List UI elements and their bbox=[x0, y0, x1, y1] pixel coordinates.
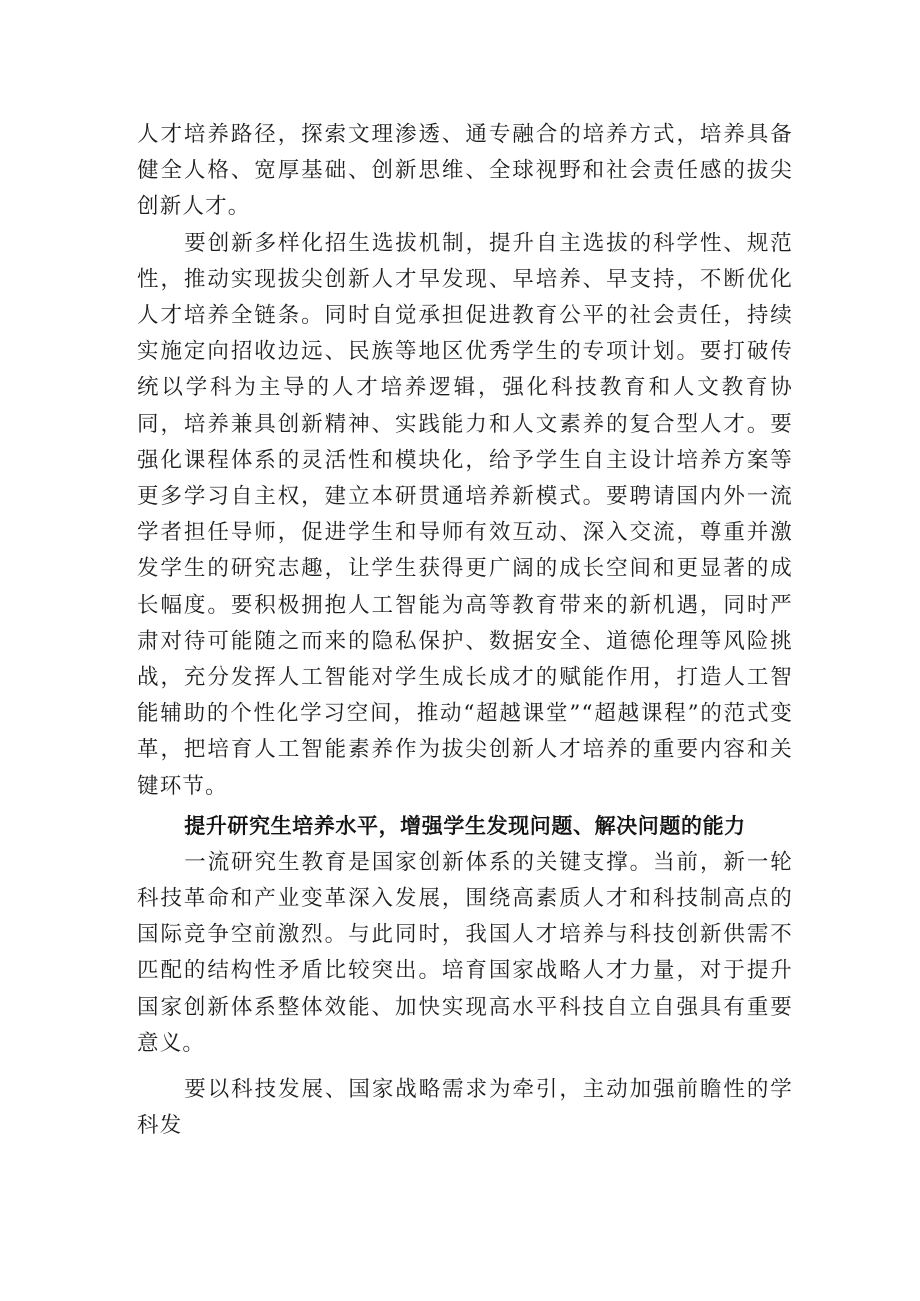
paragraph-admissions: 要创新多样化招生选拔机制，提升自主选拔的科学性、规范性，推动实现拔尖创新人才早发现、早培养、早支持，不断优化人才培养全链条。同时自觉承担促进教育公平的社会责任，持续实施定向招收边远、民族等地区优秀学生的专项计划。要打破传统以学科为主导的人才培养逻辑，强化科技教育和人文教育协同，培养兼具创新精神、实践能力和人文素养的复合型人才。要强化课程体系的灵活性和模块化，给予学生自主设计培养方案等更多学习自主权，建立本研贯通培养新模式。要聘请国内外一流学者担任导师，促进学生和导师有效互动、深入交流，尊重并激发学生的研究志趣，让学生获得更广阔的成长空间和更显著的成长幅度。要积极拥抱人工智能为高等教育带来的新机遇，同时严肃对待可能随之而来的隐私保护、数据安全、道德伦理等风险挑战，充分发挥人工智能对学生成长成才的赋能作用，打造人工智能辅助的个性化学习空间，推动“超越课堂”“超越课程”的范式变革，把培育人工智能素养作为拔尖创新人才培养的重要内容和关键环节。 bbox=[137, 230, 793, 799]
paragraph-graduate-education: 一流研究生教育是国家创新体系的关键支撑。当前，新一轮科技革命和产业变革深入发展，围绕高素质人才和科技制高点的国际竞争空前激烈。与此同时，我国人才培养与科技创新供需不匹配的结构性矛盾比较突出。培育国家战略人才力量，对于提升国家创新体系整体效能、加快实现高水平科技自立自强具有重要意义。 bbox=[137, 849, 793, 1056]
document-body bbox=[137, 117, 793, 1144]
paragraph-discipline: 要以科技发展、国家战略需求为牵引，主动加强前瞻性的学科发 bbox=[137, 1077, 793, 1139]
section-heading: 提升研究生培养水平，增强学生发现问题、解决问题的能力 bbox=[184, 813, 746, 838]
paragraph-continuation: 人才培养路径，探索文理渗透、通专融合的培养方式，培养具备健全人格、宽厚基础、创新思维、全球视野和社会责任感的拔尖创新人才。 bbox=[137, 122, 793, 220]
